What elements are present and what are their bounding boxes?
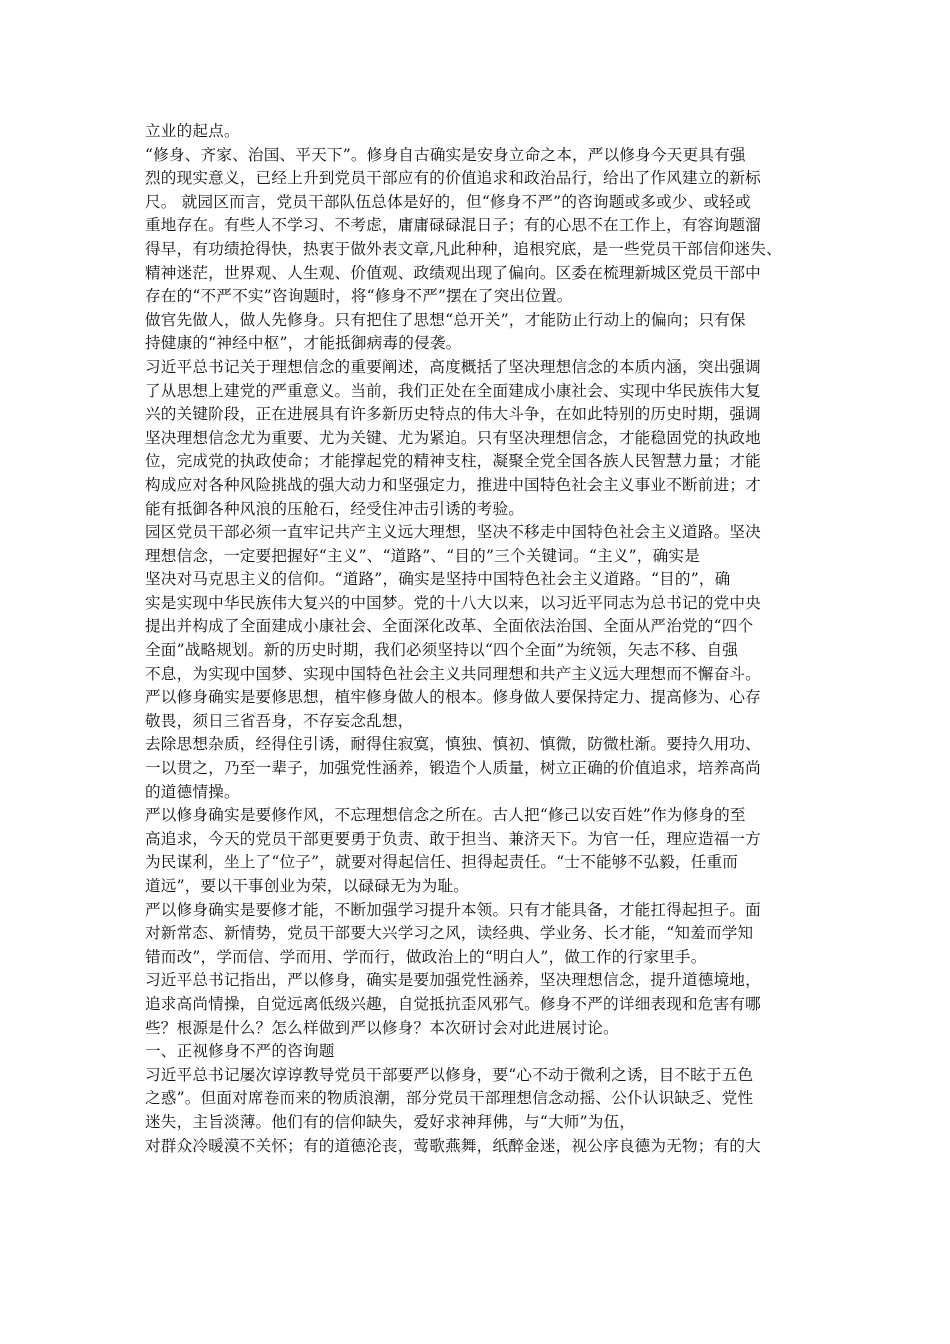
text-line: 些？根源是什么？怎么样做到严以修身？本次研讨会对此进展讨论。 [145,1018,619,1037]
text-line: 全面”战略规划。新的历史时期，我们必须坚持以“四个全面”为统领，矢志不移、自强 [145,641,739,660]
text-line: 习近平总书记关于理想信念的重要阐述，高度概括了坚决理想信念的本质内涵，突出强调 [145,357,761,376]
text-line: 位，完成党的执政使命；才能撑起党的精神支柱，凝聚全党全国各族人民智慧力量；才能 [145,452,761,471]
text-line: 高追求，今天的党员干部更要勇于负责、敢于担当、兼济天下。为官一任，理应造福一方 [145,829,761,848]
text-line: “修身、齐家、治国、平天下”。修身自古确实是安身立命之本，严以修身今天更具有强 [145,145,746,164]
text-line: 为民谋利，坐上了“位子”，就要对得起信任、担得起责任。“士不能够不弘毅，任重而 [145,853,739,872]
text-line: 追求高尚情操，自觉远离低级兴趣，自觉抵抗歪风邪气。修身不严的详细表现和危害有哪 [145,994,761,1013]
text-line: 不息，为实现中国梦、实现中国特色社会主义共同理想和共产主义远大理想而不懈奋斗。 [145,664,761,683]
text-line: 去除思想杂质，经得住引诱，耐得住寂寞，慎独、慎初、慎微，防微杜渐。要持久用功、 [145,735,761,754]
text-line: 精神迷茫，世界观、人生观、价值观、政绩观出现了偏向。区委在梳理新城区党员干部中 [145,263,761,282]
text-line: 道远”，要以干事创业为荣，以碌碌无为为耻。 [145,877,470,895]
text-line: 敬畏，须日三省吾身，不存妄念乱想， [145,711,414,730]
text-line: 得早，有功绩抢得快，热衷于做外表文章,凡此种种，追根究底，是一些党员干部信仰迷失、 [145,239,782,258]
text-line: 对群众冷暖漠不关怀；有的道德沦丧，莺歌燕舞，纸醉金迷，视公序良德为无物；有的大 [145,1136,761,1155]
text-line: 理想信念，一定要把握好“主义”、“道路”、“目的”三个关键词。“主义”，确实是 [145,546,700,565]
text-line: 重地存在。有些人不学习、不考虑，庸庸碌碌混日子；有的心思不在工作上，有容询题溜 [145,216,761,235]
text-line: 兴的关键阶段，正在进展具有许多新历史特点的伟大斗争，在如此特别的历史时期，强调 [145,405,761,424]
text-line: 一、正视修身不严的咨询题 [145,1042,335,1061]
text-line: 之惑”。但面对席卷而来的物质浪潮，部分党员干部理想信念动摇、公仆认识缺乏、党性 [145,1089,754,1108]
text-line: 迷失，主旨淡薄。他们有的信仰缺失，爱好求神拜佛，与“大师”为伍， [145,1112,636,1131]
text-line: 坚决理想信念尤为重要、尤为关键、尤为紧迫。只有坚决理想信念，才能稳固党的执政地 [145,428,761,447]
text-line: 严以修身确实是要修才能，不断加强学习提升本领。只有才能具备，才能扛得起担子。面 [145,900,761,919]
document-body [145,120,810,1158]
text-line: 严以修身确实是要修作风，不忘理想信念之所在。古人把“修己以安百姓”作为修身的至 [145,806,746,825]
text-line: 提出并构成了全面建成小康社会、全面深化改革、全面依法治国、全面从严治党的“四个 [145,617,754,636]
text-line: 烈的现实意义，已经上升到党员干部应有的价值追求和政治品行，给出了作风建立的新标 [145,169,761,188]
text-line: 构成应对各种风险挑战的强大动力和坚强定力，推进中国特色社会主义事业不断前进；才 [145,475,761,494]
text-line: 习近平总书记屡次谆谆教导党员干部要严以修身，要“心不动于微利之诱，目不眩于五色 [145,1065,754,1084]
text-line: 严以修身确实是要修思想，植牢修身做人的根本。修身做人要保持定力、提高修为、心存 [145,688,761,707]
text-line: 持健康的“神经中枢”，才能抵御病毒的侵袭。 [145,334,462,353]
text-line: 错而改”，学而信、学而用、学而行，做政治上的“明白人”，做工作的行家里手。 [145,947,707,966]
text-line: 尺。 就园区而言，党员干部队伍总体是好的，但“修身不严”的咨询题或多或少、或轻或 [145,192,751,211]
text-line: 立业的起点。 [145,122,240,140]
text-line: 对新常态、新情势，党员干部要大兴学习之风，读经典、学业务、长才能，“知羞而学知 [145,924,754,943]
text-line: 园区党员干部必须一直牢记共产主义远大理想，坚决不移走中国特色社会主义道路。坚决 [145,523,761,542]
text-line: 能有抵御各种风浪的压舱石，经受住冲击引诱的考验。 [145,499,525,518]
text-line: 坚决对马克思主义的信仰。“道路”，确实是坚持中国特色社会主义道路。“目的”，确 [145,570,731,589]
text-line: 实是实现中华民族伟大复兴的中国梦。党的十八大以来，以习近平同志为总书记的党中央 [145,593,761,612]
text-line: 做官先做人，做人先修身。只有把住了思想“总开关”，才能防止行动上的偏向；只有保 [145,310,746,329]
text-line: 一以贯之，乃至一辈子，加强党性涵养，锻造个人质量，树立正确的价值追求，培养高尚 [145,759,761,778]
text-line: 存在的“不严不实”咨询题时，将“修身不严”摆在了突出位置。 [145,287,573,306]
text-line: 了从思想上建党的严重意义。当前，我们正处在全面建成小康社会、实现中华民族伟大复 [145,381,761,400]
text-line: 习近平总书记指出，严以修身，确实是要加强党性涵养，坚决理想信念，提升道德境地， [145,971,761,990]
text-line: 的道德情操。 [145,782,240,801]
